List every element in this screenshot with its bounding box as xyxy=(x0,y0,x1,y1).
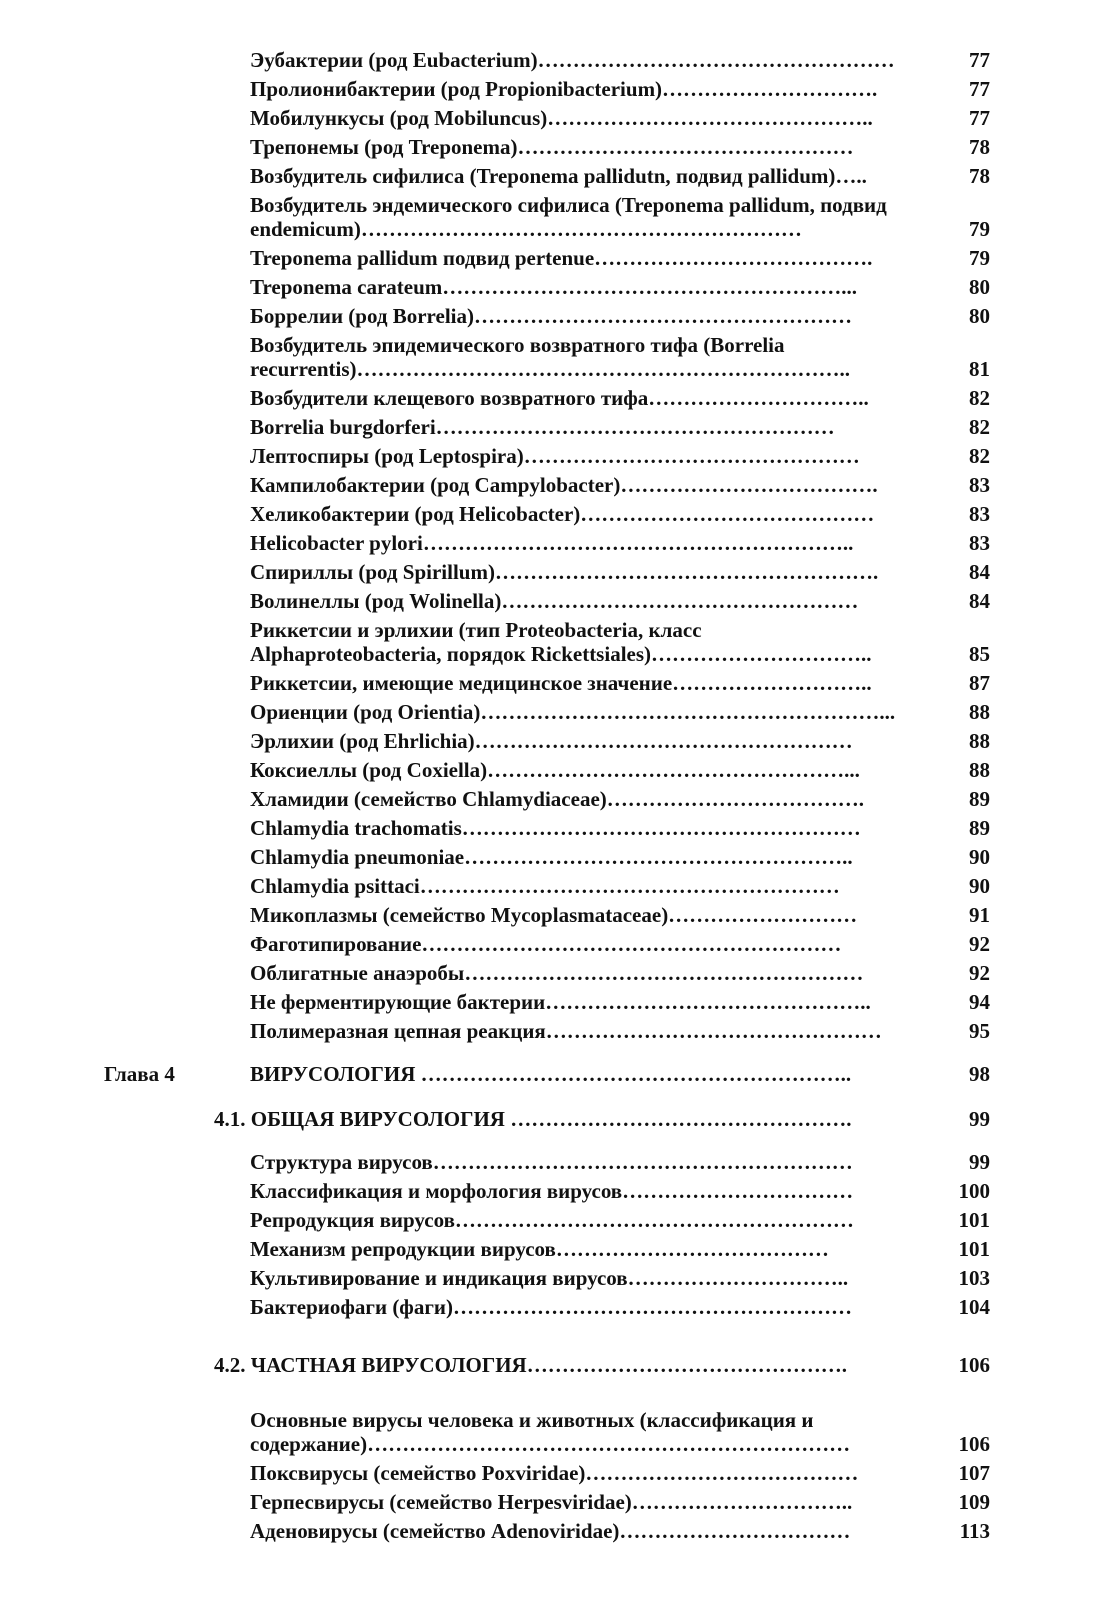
section-title: 4.2. ЧАСТНАЯ ВИРУСОЛОГИЯ………………………………………. xyxy=(214,1353,847,1377)
toc-page-number: 99 xyxy=(969,1150,990,1174)
toc-page-number: 89 xyxy=(969,816,990,840)
toc-entry[interactable] xyxy=(0,101,1096,130)
toc-entry[interactable] xyxy=(0,898,1096,927)
toc-entry[interactable] xyxy=(0,1174,1096,1203)
toc-entry[interactable] xyxy=(0,927,1096,956)
toc-entry[interactable] xyxy=(0,666,1096,695)
toc-entry-title: Ориенции (род Orientia)…………………………………………………... xyxy=(250,700,896,724)
toc-entry-title: Chlamydia pneumoniae……………………………………………….. xyxy=(250,845,853,869)
toc-entry[interactable] xyxy=(0,1485,1096,1514)
chapter-heading[interactable] xyxy=(0,1057,1096,1086)
toc-entry-title: Коксиеллы (род Coxiella)……………………………………………... xyxy=(250,758,860,782)
toc-page-number: 81 xyxy=(969,357,990,381)
toc-page-number: 98 xyxy=(969,1062,990,1086)
toc-entry[interactable] xyxy=(0,584,1096,613)
toc-entry[interactable] xyxy=(0,1014,1096,1043)
section-title: 4.1. ОБЩАЯ ВИРУСОЛОГИЯ …………………………………………. xyxy=(214,1107,852,1131)
toc-entry[interactable] xyxy=(0,869,1096,898)
toc-page-number: 77 xyxy=(969,77,990,101)
toc-page-number: 91 xyxy=(969,903,990,927)
toc-page-number: 85 xyxy=(969,642,990,666)
toc-entry[interactable] xyxy=(0,468,1096,497)
toc-entry-title: Основные вирусы человека и животных (классификация и содержание)…………………………………………………………… xyxy=(250,1408,851,1456)
toc-page-number: 90 xyxy=(969,845,990,869)
toc-entry[interactable] xyxy=(0,159,1096,188)
toc-page-number: 99 xyxy=(969,1107,990,1131)
toc-entry[interactable] xyxy=(0,811,1096,840)
toc-page-number: 77 xyxy=(969,106,990,130)
toc-page-number: 95 xyxy=(969,1019,990,1043)
toc-entry[interactable] xyxy=(0,1403,1096,1456)
chapter-title: ВИРУСОЛОГИЯ …………………………………………………….. xyxy=(250,1062,852,1086)
toc-page-number: 83 xyxy=(969,473,990,497)
toc-entry-title: Лептоспиры (род Leptospira)………………………………………… xyxy=(250,444,860,468)
toc-page-number: 82 xyxy=(969,386,990,410)
toc-page-number: 107 xyxy=(958,1461,990,1485)
toc-page-number: 109 xyxy=(958,1490,990,1514)
toc-page-number: 79 xyxy=(969,246,990,270)
toc-page-number: 94 xyxy=(969,990,990,1014)
toc-entry[interactable] xyxy=(0,1290,1096,1319)
toc-entry[interactable] xyxy=(0,526,1096,555)
toc-page-number: 92 xyxy=(969,932,990,956)
toc-entry[interactable] xyxy=(0,1456,1096,1485)
toc-page-number: 82 xyxy=(969,444,990,468)
toc-entry-title: Возбудители клещевого возвратного тифа………………………….. xyxy=(250,386,869,410)
toc-entry-title: Фаготипирование…………………………………………………… xyxy=(250,932,842,956)
toc-page-number: 106 xyxy=(958,1432,990,1456)
toc-entry[interactable] xyxy=(0,410,1096,439)
toc-entry-title: Облигатные анаэробы………………………………………………… xyxy=(250,961,864,985)
toc-page-number: 83 xyxy=(969,502,990,526)
toc-entry-title: Полимеразная цепная реакция………………………………………… xyxy=(250,1019,882,1043)
toc-entry[interactable] xyxy=(0,497,1096,526)
toc-page-number: 88 xyxy=(969,700,990,724)
toc-entry-title: Кампилобактерии (род Campylobacter)………………………………. xyxy=(250,473,878,497)
toc-page-number: 77 xyxy=(969,48,990,72)
toc-entry-title: Аденовирусы (семейство Adenoviridae)…………………………… xyxy=(250,1519,851,1543)
toc-entry-title: Пролионибактерии (род Propionibacterium)…………………………. xyxy=(250,77,878,101)
toc-entry-title: Риккетсии, имеющие медицинское значение……………………….. xyxy=(250,671,872,695)
toc-entry-title: Treponema pallidum подвид pertenue…………………………………. xyxy=(250,246,873,270)
toc-entry-title: Поксвирусы (семейство Poxviridae)………………………………… xyxy=(250,1461,859,1485)
toc-entry-title: Возбудитель эндемического сифилиса (Treponema pallidum, подвид endemicum)……………………………………………………… xyxy=(250,193,887,241)
toc-page-number: 101 xyxy=(958,1208,990,1232)
toc-entry[interactable] xyxy=(0,130,1096,159)
toc-page-number: 88 xyxy=(969,758,990,782)
toc-entry-title: Возбудитель эпидемического возвратного тифа (Borrelia recurrentis)…………………………………………………………….. xyxy=(250,333,851,381)
toc-entry-title: Возбудитель сифилиса (Treponema pallidutn, подвид pallidum)….. xyxy=(250,164,867,188)
toc-page-number: 80 xyxy=(969,304,990,328)
toc-entry[interactable] xyxy=(0,1261,1096,1290)
toc-entry[interactable] xyxy=(0,381,1096,410)
toc-entry-title: Структура вирусов…………………………………………………… xyxy=(250,1150,853,1174)
toc-entry[interactable] xyxy=(0,840,1096,869)
toc-entry-title: Borrelia burgdorferi………………………………………………… xyxy=(250,415,835,439)
toc-entry[interactable] xyxy=(0,328,1096,381)
toc-page-number: 92 xyxy=(969,961,990,985)
toc-entry[interactable] xyxy=(0,439,1096,468)
toc-entry[interactable] xyxy=(0,613,1096,666)
toc-entry-title: Chlamydia psittaci…………………………………………………… xyxy=(250,874,840,898)
toc-entry-title: Боррелии (род Borrelia)……………………………………………… xyxy=(250,304,852,328)
toc-entry[interactable] xyxy=(0,555,1096,584)
toc-page-number: 100 xyxy=(958,1179,990,1203)
chapter-label: Глава 4 xyxy=(104,1062,175,1086)
toc-entry-title: Хеликобактерии (род Helicobacter)…………………………………… xyxy=(250,502,875,526)
toc-entry[interactable] xyxy=(0,1203,1096,1232)
toc-page-number: 104 xyxy=(958,1295,990,1319)
toc-entry[interactable] xyxy=(0,1514,1096,1543)
toc-page-number: 83 xyxy=(969,531,990,555)
toc-page-number: 90 xyxy=(969,874,990,898)
toc-entry-title: Механизм репродукции вирусов………………………………… xyxy=(250,1237,829,1261)
section-heading[interactable] xyxy=(0,1102,1096,1131)
toc-entry-title: Не ферментирующие бактерии……………………………………….. xyxy=(250,990,871,1014)
toc-page-number: 78 xyxy=(969,135,990,159)
toc-entry[interactable] xyxy=(0,1232,1096,1261)
toc-entry-title: Хламидии (семейство Chlamydiaceae)………………………………. xyxy=(250,787,865,811)
toc-page-number: 84 xyxy=(969,589,990,613)
toc-entry-title: Волинеллы (род Wolinella)…………………………………………… xyxy=(250,589,859,613)
toc-entry[interactable] xyxy=(0,241,1096,270)
toc-entry[interactable] xyxy=(0,985,1096,1014)
toc-entry[interactable] xyxy=(0,43,1096,72)
toc-page-number: 79 xyxy=(969,217,990,241)
toc-page-number: 87 xyxy=(969,671,990,695)
section-heading[interactable] xyxy=(0,1348,1096,1377)
toc-page-number: 89 xyxy=(969,787,990,811)
toc-entry-title: Helicobacter pylori…………………………………………………….. xyxy=(250,531,854,555)
toc-page-number: 103 xyxy=(958,1266,990,1290)
toc-entry-title: Мобилункусы (род Mobiluncus)……………………………………….. xyxy=(250,106,873,130)
toc-entry-title: Трепонемы (род Treponema)………………………………………… xyxy=(250,135,854,159)
toc-entry-title: Микоплазмы (семейство Mycoplasmataceae)……………………… xyxy=(250,903,858,927)
toc-entry-title: Treponema carateum…………………………………………………... xyxy=(250,275,858,299)
toc-entry[interactable] xyxy=(0,188,1096,241)
toc-entry-title: Культивирование и индикация вирусов………………………….. xyxy=(250,1266,849,1290)
toc-entry-title: Риккетсии и эрлихии (тип Proteobacteria, класс Alphaproteobacteria, порядок Rickettsiales)………………………….. xyxy=(250,618,872,666)
toc-entry-title: Бактериофаги (фаги)………………………………………………… xyxy=(250,1295,852,1319)
toc-entry-title: Спириллы (род Spirillum)………………………………………………. xyxy=(250,560,879,584)
toc-entry[interactable] xyxy=(0,753,1096,782)
toc-entry-title: Эрлихии (род Ehrlichia)……………………………………………… xyxy=(250,729,853,753)
toc-page-number: 101 xyxy=(958,1237,990,1261)
toc-page-number: 113 xyxy=(959,1519,990,1543)
toc-entry[interactable] xyxy=(0,724,1096,753)
toc-entry[interactable] xyxy=(0,72,1096,101)
toc-page-number: 106 xyxy=(958,1353,990,1377)
toc-entry[interactable] xyxy=(0,956,1096,985)
toc-entry-title: Репродукция вирусов………………………………………………… xyxy=(250,1208,854,1232)
toc-page-number: 80 xyxy=(969,275,990,299)
toc-page-number: 78 xyxy=(969,164,990,188)
toc-entry-title: Эубактерии (род Eubacterium)…………………………………………… xyxy=(250,48,895,72)
toc-entry[interactable] xyxy=(0,695,1096,724)
toc-entry[interactable] xyxy=(0,299,1096,328)
toc-page-number: 84 xyxy=(969,560,990,584)
toc-entry[interactable] xyxy=(0,1145,1096,1174)
toc-entry-title: Классификация и морфология вирусов…………………………… xyxy=(250,1179,854,1203)
toc-entry-title: Герпесвирусы (семейство Herpesviridae)………………………….. xyxy=(250,1490,853,1514)
toc-entry[interactable] xyxy=(0,270,1096,299)
toc-page-number: 82 xyxy=(969,415,990,439)
toc-entry[interactable] xyxy=(0,782,1096,811)
toc-page-number: 88 xyxy=(969,729,990,753)
toc-entry-title: Chlamydia trachomatis………………………………………………… xyxy=(250,816,861,840)
